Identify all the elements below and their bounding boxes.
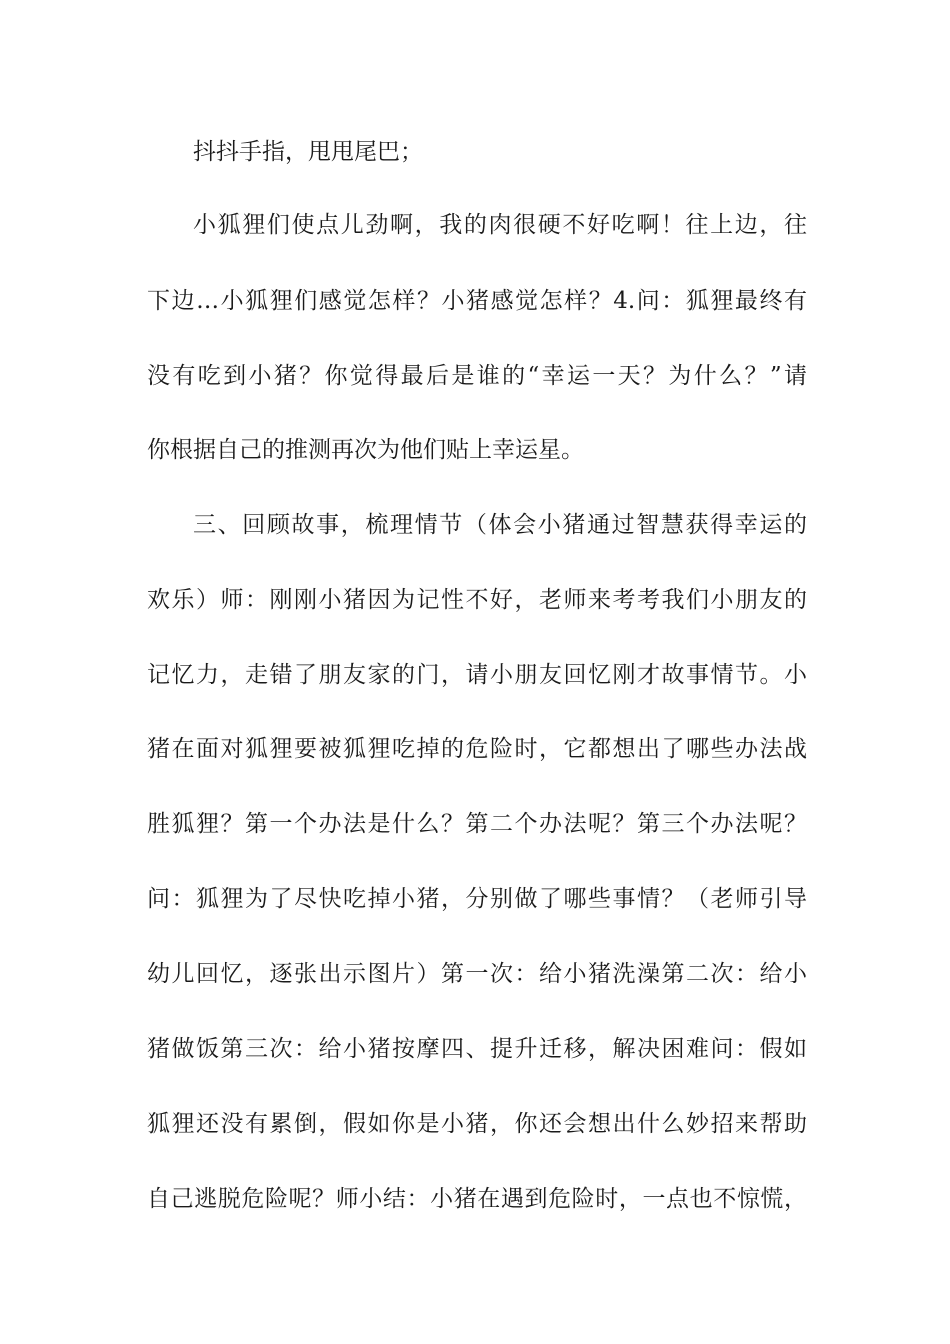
text-line: 没有吃到小猪？你觉得最后是谁的“幸运一天？为什么？”请 (147, 363, 807, 389)
text-line: 下边…小狐狸们感觉怎样？小猪感觉怎样？4.问：狐狸最终有 (147, 288, 807, 314)
text-line: 猪做饭第三次：给小猪按摩四、提升迁移，解决困难问：假如 (147, 1036, 807, 1062)
text-line: 抖抖手指，甩甩尾巴； (193, 139, 423, 165)
text-line: 欢乐）师：刚刚小猪因为记性不好，老师来考考我们小朋友的 (147, 587, 807, 613)
text-line: 猪在面对狐狸要被狐狸吃掉的危险时，它都想出了哪些办法战 (147, 736, 807, 762)
text-line: 自己逃脱危险呢？师小结：小猪在遇到危险时，一点也不惊慌， (147, 1186, 807, 1212)
text-line: 记忆力，走错了朋友家的门，请小朋友回忆刚才故事情节。小 (147, 662, 807, 688)
text-line: 你根据自己的推测再次为他们贴上幸运星。 (147, 437, 584, 463)
text-line: 狐狸还没有累倒，假如你是小猪，你还会想出什么妙招来帮助 (147, 1111, 807, 1137)
text-line: 问：狐狸为了尽快吃掉小猪，分别做了哪些事情？（老师引导 (147, 886, 807, 912)
text-line: 小狐狸们使点儿劲啊，我的肉很硬不好吃啊！往上边，往 (193, 212, 807, 238)
text-line: 幼儿回忆，逐张出示图片）第一次：给小猪洗澡第二次：给小 (147, 961, 807, 987)
text-line: 三、回顾故事，梳理情节（体会小猪通过智慧获得幸运的 (193, 512, 807, 538)
text-line: 胜狐狸？第一个办法是什么？第二个办法呢？第三个办法呢？ (147, 811, 807, 837)
